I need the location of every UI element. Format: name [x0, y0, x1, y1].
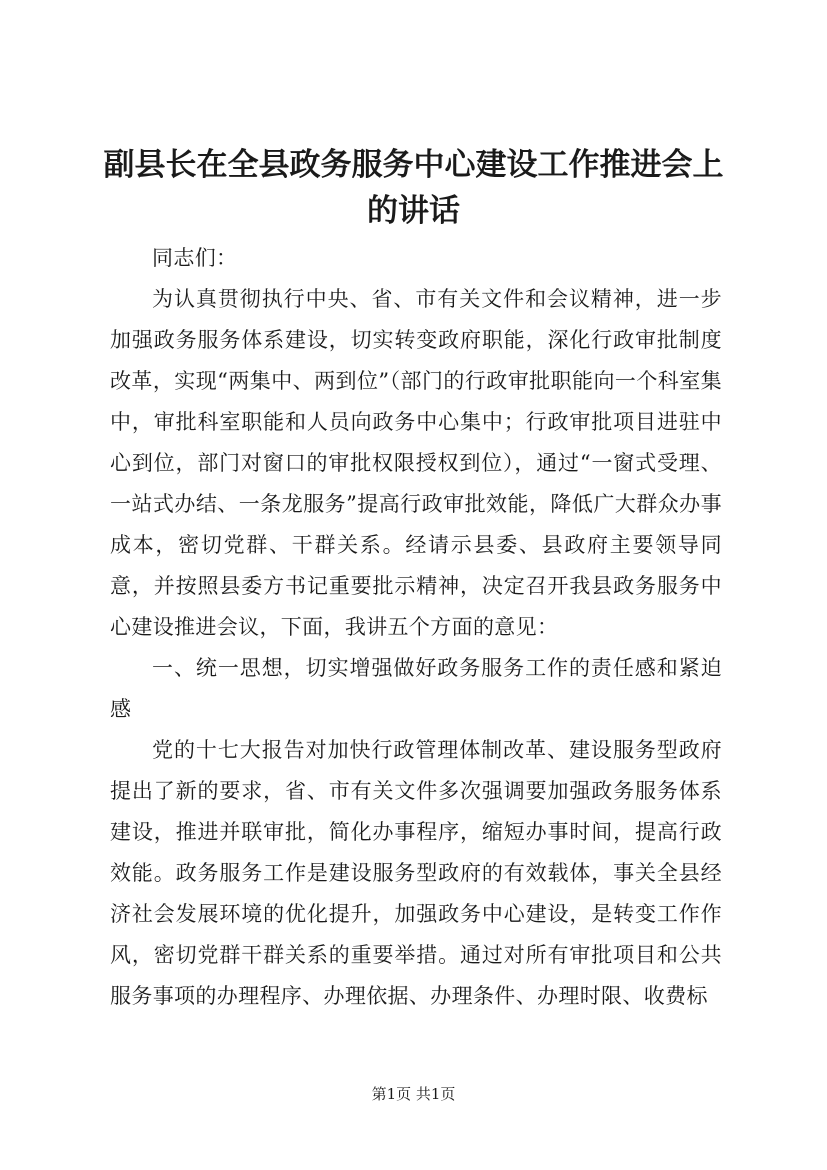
document-body: [110, 238, 722, 1017]
page-footer: 第1页 共1页: [371, 1085, 456, 1103]
section-1-paragraph: 党的十七大报告对加快行政管理体制改革、建设服务型政府提出了新的要求，省、市有关文件多次强调要加强政务服务体系建设，推进并联审批，简化办事程序，缩短办事时间，提高行政效能。政务服务工作是建设服务型政府的有效载体，事关全县经济社会发展环境的优化提升，加强政务中心建设，是转变工作作风，密切党群干群关系的重要举措。通过对所有审批项目和公共服务事项的办理程序、办理依据、办理条件、办理时限、收费标: [110, 738, 722, 1008]
section-heading-1: 一、统一思想，切实增强做好政务服务工作的责任感和紧迫感: [110, 656, 722, 721]
greeting-paragraph: 同志们：: [152, 246, 238, 270]
document-title: 副县长在全县政务服务中心建设工作推进会上的讲话: [103, 147, 724, 229]
intro-paragraph: 为认真贯彻执行中央、省、市有关文件和会议精神，进一步加强政务服务体系建设，切实转变政府职能，深化行政审批制度改革，实现“两集中、两到位”（部门的行政审批职能向一个科室集中，审批科室职能和人员向政务中心集中；行政审批项目进驻中心到位，部门对窗口的审批权限授权到位），通过“一窗式受理、一站式办结、一条龙服务”提高行政审批效能，降低广大群众办事成本，密切党群、干群关系。经请示县委、县政府主要领导同意，并按照县委方书记重要批示精神，决定召开我县政务服务中心建设推进会议，下面，我讲五个方面的意见：: [110, 287, 722, 639]
